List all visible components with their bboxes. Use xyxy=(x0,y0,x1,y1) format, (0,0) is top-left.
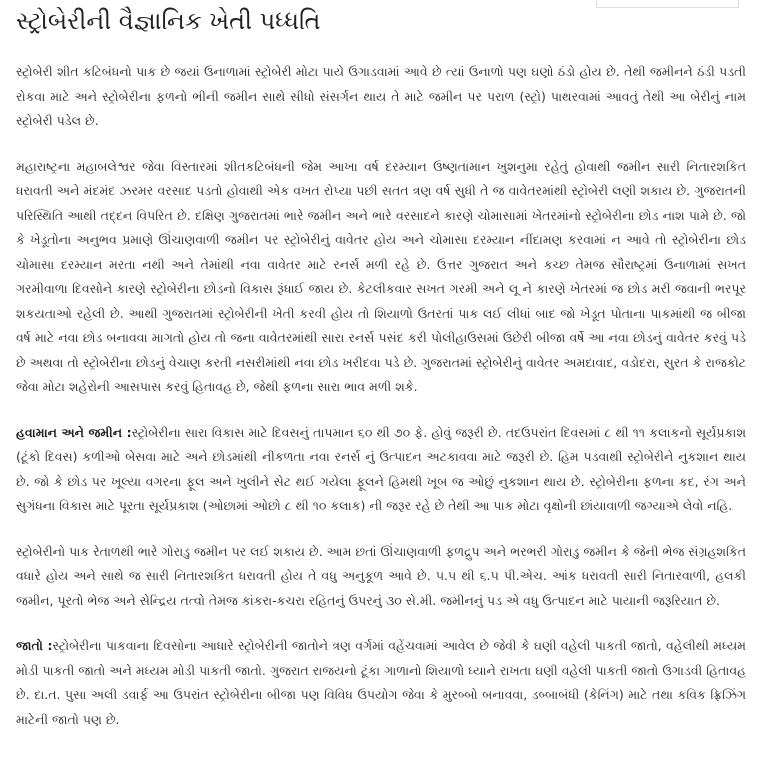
paragraph-text: સ્ટ્રોબેરી શીત કટિબંધનો પાક છે જયાં ઉનાળામાં સ્ટ્રોબેરી મોટા પાયે ઉગાડવામાં આવે છે ત્યાં ઉનાળો પણ ઘણો ઠંડો હોય છે. તેથી જમીનને ઠંડી પડતી રોકવા માટે અને સ્ટ્રોબેરીના ફળનો ભીની જમીન સાથે સીધો સંસર્ગન થાય તે માટે જમીન પર પરાળ (સ્ટ્રો) પાથરવામાં આવતું તેથી આ બેરીનું નામ સ્ટ્રોબેરી પડેલ છે. xyxy=(16,64,746,128)
search-box[interactable] xyxy=(596,0,739,8)
varieties-heading: જાતો : xyxy=(16,638,53,653)
page-title: સ્ટ્રોબેરીની વૈજ્ઞાનિક ખેતી પધ્ધતિ xyxy=(16,7,321,35)
paragraph-text: સ્ટ્રોબેરીનો પાક રેતાળથી ભારે ગોરાડુ જમીન પર લઈ શકાય છે. આમ છતાં ઊંચાણવાળી ફળદ્રુપ અને ભરભરી ગોરાડુ જમીન કે જેની ભેજ સંગ્રહશકિત વધારે હોય અને સાથે જ સારી નિતારશકિત ધરાવતી હોય તે વધુ અનુકૂળ આવે છે. ૫.૫ થી ૬.૫ પી.એચ. આંક ધરાવતી સારી નિતારવાળી, હલકી જમીન, પૂરતો ભેજ અને સેન્દ્રિય તત્વો તેમજ કાંકરા-કચરા રહિતનું ઉપરનું ૩૦ સે.મી. જમીનનું પડ એ વધુ ઉત્પાદન માટે પાયાની જરૂરિયાત છે. xyxy=(16,543,746,608)
paragraph xyxy=(16,60,746,134)
paragraph xyxy=(16,540,746,614)
paragraph-text: મહારાષ્ટ્રના મહાબલેશ્વર જેવા વિસ્તારમાં શીતકટિબંધની જેમ આખા વર્ષ દરમ્યાન ઉષ્ણતામાન ખુશનુમા રહેતું હોવાથી જમીન સારી નિતારશકિત ધરાવતી અને મંદમંદ ઝરમર વરસાદ પડતો હોવાથી એક વખત રોપ્યા પછી સતત ત્રણ વર્ષ સુધી તે જ વાવેતરમાંથી સ્ટ્રોબેરી લણી શકાય છે. ગુજરાતની પરિસ્થિતિ આથી તદ્દન વિપરિત છે. દક્ષિણ ગુજરાતમાં ભારે જમીન અને ભારે વરસાદને કારણે ચોમાસામાં ખેતરમાંનો સ્ટ્રોબેરીના છોડ નાશ પામે છે. જો કે ખેડૂતોના અનુભવ પ્રમાણે ઊંચાણવાળી જમીન પર સ્ટ્રોબેરીનું વાવેતર હોય અને ચોમાસા દરમ્યાન નીંદામણ કરવામાં ન આવે તો સ્ટ્રોબેરીના છોડ ચોમાસા દરમ્યાન મરતા નથી અને તેમાંથી નવા વાવેતર માટે રનર્સ મળી રહે છે. ઉત્તર ગુજરાત અને કચ્છ તેમજ સૌરાષ્ટ્રમાં ઉનાળામાં સખત ગરમીવાળા દિવસોને કારણે સ્ટ્રોબેરીના છોડનો વિકાસ રૂંધાઈ જાય છે. કેટલીકવાર સખત ગરમી અને લૂ ને કારણે ખેતરમાં જ છોડ મરી જવાની ભરપૂર શકયતાઓ રહેલી છે. આથી ગુજરાતમાં સ્ટ્રોબેરીની ખેતી કરવી હોય તો શિયાળો ઉતરતાં પાક લઈ લીધાં બાદ જો ખેડૂત પોતાના પાકમાંથી જ બીજા વર્ષ માટે નવા છોડ બનાવવા માગતો હોય તો જના વાવેતરમાંથી સારા રનર્સ પસંદ કરી પોલીહાઉસમાં ઉછેરી બીજા વર્ષે આ નવા છોડનું વાવેતર કરવું પડે છે અથવા તો સ્ટ્રોબેરીના છોડનું વેચાણ કરતી નસરીમાંથી નવા છોડ ખરીદવા પડે છે. ગુજરાતમાં સ્ટ્રોબેરીનું વાવેતર અમદાવાદ, વડોદરા, સુરત કે રાજકોટ જેવા મોટા શહેરોની આસપાસ કરવું હિતાવહ છે, જેથી ફળના સારા ભાવ મળી શકે. xyxy=(16,158,746,394)
paragraph xyxy=(16,421,746,519)
paragraph-text: સ્ટ્રોબેરીના પાકવાના દિવસોના આધારે સ્ટ્રોબેરીની જાતોને ત્રણ વર્ગમાં વહેંચવામાં આવેલ છે જેવી કે ઘણી વહેલી પાકતી જાતો, વહેલીથી મધ્યમ મોડી પાકતી જાતો અને મધ્યમ મોડી પાકતી જાતો. ગુજરાત રાજયનો ટૂંકા ગાળાનો શિયાળો ધ્યાને રાખતા ઘણી વહેલી પાકતી જાતો ઉગાડવી હિતાવહ છે. દા.ત. પુસા અલી ડવાર્ફ આ ઉપરાંત સ્ટ્રોબેરીના બીજા પણ વિવિધ ઉપયોગ જેવા કે મુરબ્બો બનાવવા, ડબ્બાબંધી (કેનિંગ) માટે તથા કવિક ફ્રિઝિંગ માટેની જાતો પણ છે. xyxy=(16,638,747,727)
climate-soil-heading: હવામાન અને જમીન : xyxy=(16,424,132,440)
paragraph-text: સ્ટ્રોબેરીના સારા વિકાસ માટે દિવસનું તાપમાન ૬૦ થી ૭૦ ફે. હોવું જરૂરી છે. તદઉપરાંત દિવસમાં ૮ થી ૧૧ કલાકનો સૂર્યપ્રકાશ (ટૂંકો દિવસ) કળીઓ બેસવા માટે અને છોડમાંથી નીકળતા નવા રનર્સ નું ઉત્પાદન અટકાવવા માટે જરૂરી છે. હિમ પડવાથી સ્ટ્રોબેરીને નુકશાન થાય છે. જો કે છોડ પર ખૂલ્યા વગરના ફૂલ અને ખુલીને સેટ થઈ ગયેલા ફૂલને હિમથી ખૂબ જ ઓછું નુકશાન થાય છે. સ્ટ્રોબેરીના ફળના કદ, રંગ અને સુગંધના વિકાસ માટે પૂરતા સૂર્યપ્રકાશ (ઓછામાં ઓછો ૮ થી ૧૦ કલાક) ની જરૂર રહે છે તેથી આ પાક મોટા વૃક્ષોની છાંયાવાળી જગ્યાએ લેવો નહિ. xyxy=(16,424,746,513)
article-body xyxy=(16,60,746,753)
paragraph xyxy=(16,155,746,400)
paragraph xyxy=(16,634,746,732)
